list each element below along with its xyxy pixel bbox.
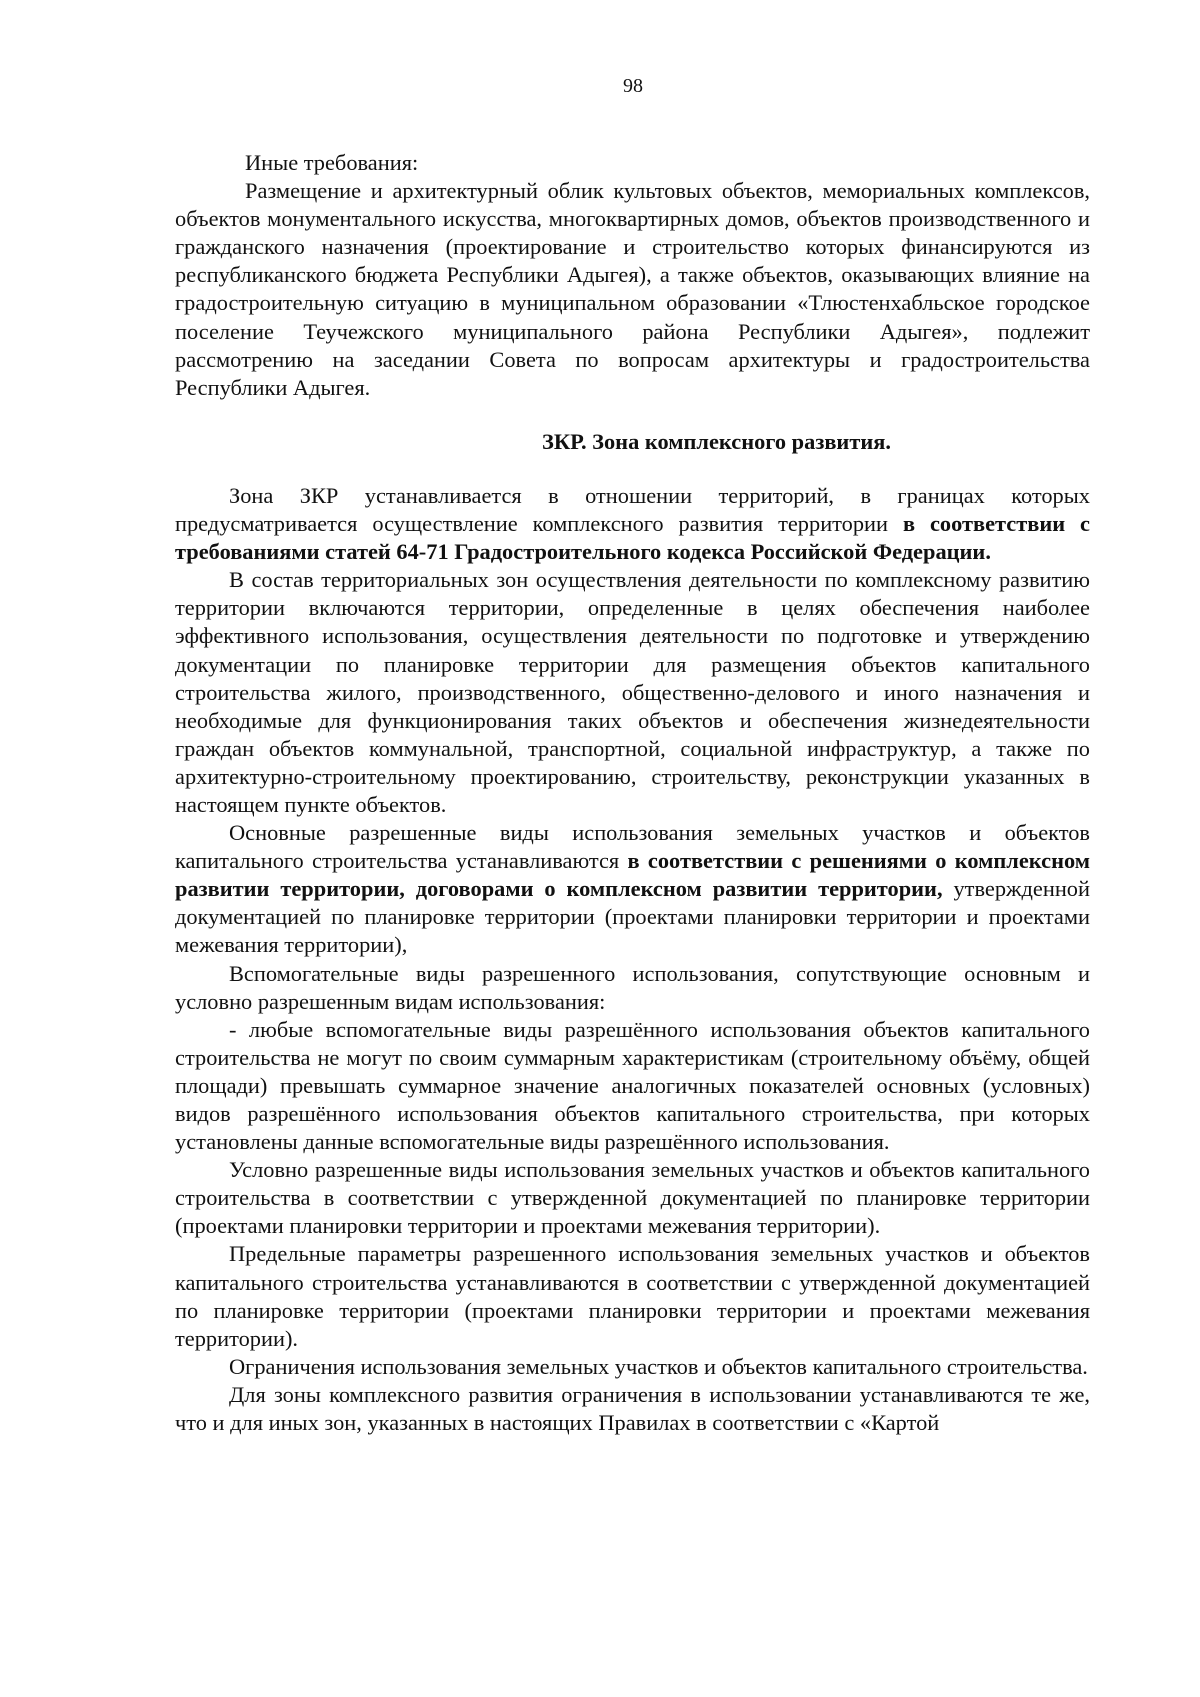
- paragraph-auxiliary-limit: - любые вспомогательные виды разрешённого использования объектов капитального строительства не могут по своим суммарным характеристикам (строительному объёму, общей площади) превышать суммарное значение аналогичных показателей основных (условных) видов разрешённого использования объектов капитального строительства, при которых установлены данные вспомогательные виды разрешённого использования.: [175, 1016, 1090, 1155]
- paragraph-limit-parameters: Предельные параметры разрешенного использования земельных участков и объектов капитального строительства устанавливаются в соответствии с утвержденной документацией по планировке территории (проектами планировки территории и проектами межевания территории).: [175, 1241, 1090, 1351]
- main-uses-tail: утвержденной документацией по планировке территории (проектами планировки территории и проектами межевания территории),: [175, 876, 1090, 958]
- paragraph-zone-intro: [175, 482, 1090, 566]
- paragraph-restrictions: Ограничения использования земельных участков и объектов капитального строительства.: [229, 1353, 1088, 1379]
- paragraph-composition: В состав территориальных зон осуществления деятельности по комплексному развитию территории включаются территории, определенные в целях обеспечения наиболее эффективного использования, осуществления деятельности по подготовке и утверждению документации по планировке территории для размещения объектов капитального строительства жилого, производственного, общественно-делового и иного назначения и необходимые для функционирования таких объектов и обеспечения жизнедеятельности граждан объектов коммунальной, транспортной, социальной инфраструктур, а также по архитектурно-строительному проектированию, строительству, реконструкции указанных в настоящем пункте объектов.: [175, 567, 1090, 817]
- paragraph-conditional-uses: Условно разрешенные виды использования земельных участков и объектов капитального строительства в соответствии с утвержденной документацией по планировке территории (проектами планировки территории и проектами межевания территории).: [175, 1157, 1090, 1239]
- section-label: Иные требования:: [245, 150, 419, 175]
- page-number: 98: [623, 75, 643, 97]
- paragraph-restrictions-detail: Для зоны комплексного развития ограничения в использовании устанавливаются те же, что и для иных зон, указанных в настоящих Правилах в соответствии с «Картой: [175, 1381, 1090, 1436]
- main-uses-text: Основные разрешенные виды использования земельных участков и объектов капитального строительства устанавливаются: [175, 820, 1090, 874]
- paragraph-architecture: Размещение и архитектурный облик культовых объектов, мемориальных комплексов, объектов монументального искусства, многоквартирных домов, объектов производственного и гражданского назначения (проектирование и строительство которых финансируются из республиканского бюджета Республики Адыгея), а также объектов, оказывающих влияние на градостроительную ситуацию в муниципальном образовании «Тлюстенхабльское городское поселение Теучежского муниципального района Республики Адыгея», подлежит рассмотрению на заседании Совета по вопросам архитектуры и градостроительства Республики Адыгея.: [175, 178, 1090, 400]
- document-body: [175, 149, 1090, 1437]
- section-heading: ЗКР. Зона комплексного развития.: [542, 428, 891, 454]
- paragraph-main-uses: [175, 819, 1090, 959]
- zone-intro-text: Зона ЗКР устанавливается в отношении территорий, в границах которых предусматривается осуществление комплексного развития территории: [175, 482, 1090, 537]
- zone-intro-bold: в соответствии с требованиями статей 64-71 Градостроительного кодекса Российской Федерации.: [175, 511, 1090, 565]
- main-uses-bold: в соответствии с решениями о комплексном развитии территории, договорами о комплексном развитии территории,: [175, 848, 1091, 902]
- paragraph-auxiliary-uses: Вспомогательные виды разрешенного использования, сопутствующие основным и условно разрешенным видам использования:: [175, 960, 1090, 1014]
